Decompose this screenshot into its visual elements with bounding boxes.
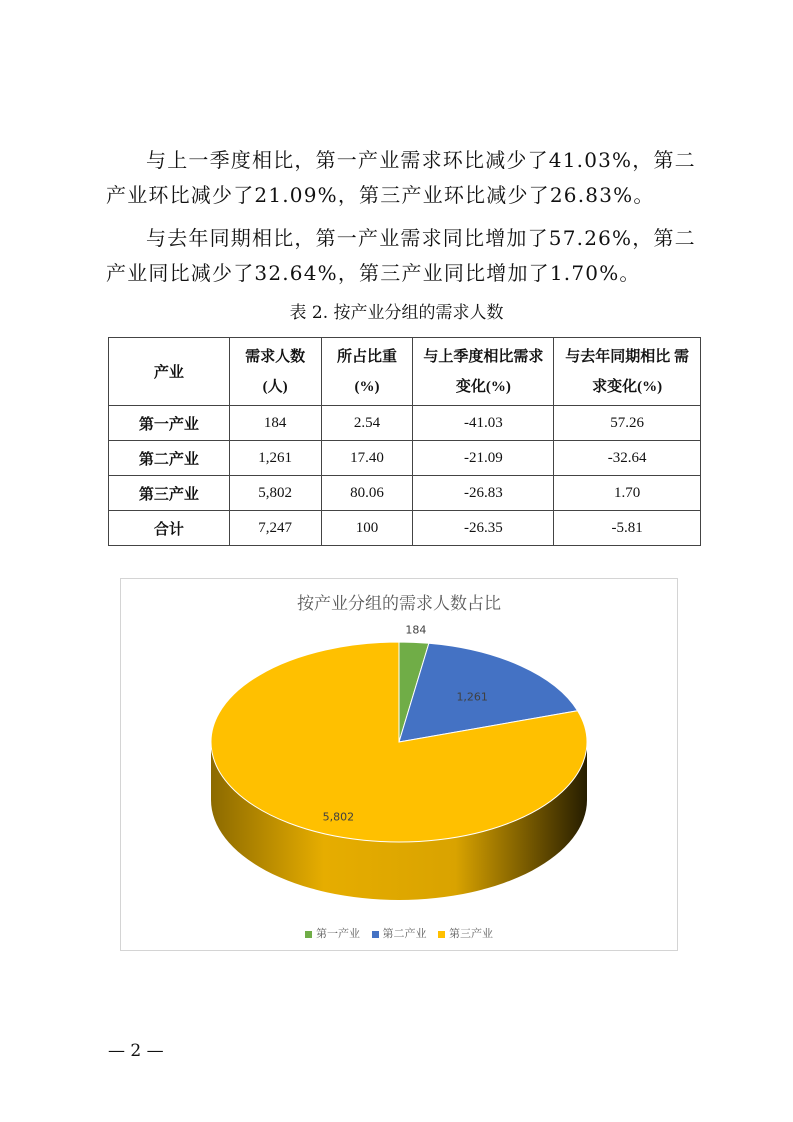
table-cell: 80.06: [321, 476, 413, 511]
table-cell: 184: [229, 406, 321, 441]
header-yoy-change: 与去年同期相比 需求变化(%): [554, 338, 701, 406]
paragraph-year-comparison: 与去年同期相比，第一产业需求同比增加了57.26%，第二产业同比减少了32.64%，第三产业同比增加了1.70%。: [106, 226, 696, 285]
header-qoq-change: 与上季度相比需求变化(%): [413, 338, 554, 406]
chart-title: 按产业分组的需求人数占比: [297, 594, 501, 614]
page-number: — 2 —: [108, 1041, 164, 1061]
pie-chart: [120, 578, 678, 951]
pie-data-label: 5,802: [322, 810, 355, 824]
table-cell: 57.26: [554, 406, 701, 441]
table-cell: 合计: [109, 511, 230, 546]
legend-item: [372, 925, 427, 941]
legend-label: 第三产业: [449, 927, 493, 940]
table-cell: -32.64: [554, 441, 701, 476]
table-cell: 2.54: [321, 406, 413, 441]
table-cell: 7,247: [229, 511, 321, 546]
chart-legend: [121, 925, 677, 941]
table-cell: 第一产业: [109, 406, 230, 441]
demand-by-industry-table: [108, 337, 701, 546]
table-row: [109, 476, 701, 511]
pie-chart-canvas: [121, 579, 677, 950]
legend-item: [305, 925, 360, 941]
table-cell: 第二产业: [109, 441, 230, 476]
table-row: [109, 441, 701, 476]
pie-data-label: 1,261: [456, 690, 488, 704]
paragraph-quarter-comparison: 与上一季度相比，第一产业需求环比减少了41.03%，第二产业环比减少了21.09%，第三产业环比减少了26.83%。: [106, 148, 696, 207]
table-cell: -41.03: [413, 406, 554, 441]
legend-label: 第二产业: [382, 927, 427, 940]
legend-swatch: [305, 931, 312, 938]
table-cell: 100: [321, 511, 413, 546]
table-row: [109, 406, 701, 441]
table-cell: 第三产业: [109, 476, 230, 511]
table-row-total: [109, 511, 701, 546]
table-caption: 表 2. 按产业分组的需求人数: [289, 303, 504, 323]
header-industry: 产业: [109, 338, 230, 406]
table-cell: -21.09: [413, 441, 554, 476]
table-header-row: [109, 338, 701, 406]
table-cell: 5,802: [229, 476, 321, 511]
table-cell: 1,261: [229, 441, 321, 476]
legend-label: 第一产业: [316, 927, 360, 940]
legend-swatch: [438, 931, 445, 938]
header-share: 所占比重(%): [321, 338, 413, 406]
table-cell: 17.40: [321, 441, 413, 476]
header-demand-count: 需求人数(人): [229, 338, 321, 406]
table-cell: -26.83: [413, 476, 554, 511]
pie-data-label: 184: [405, 623, 427, 637]
table-cell: -5.81: [554, 511, 701, 546]
table-cell: 1.70: [554, 476, 701, 511]
table-cell: -26.35: [413, 511, 554, 546]
legend-item: [438, 925, 493, 941]
legend-swatch: [372, 931, 379, 938]
